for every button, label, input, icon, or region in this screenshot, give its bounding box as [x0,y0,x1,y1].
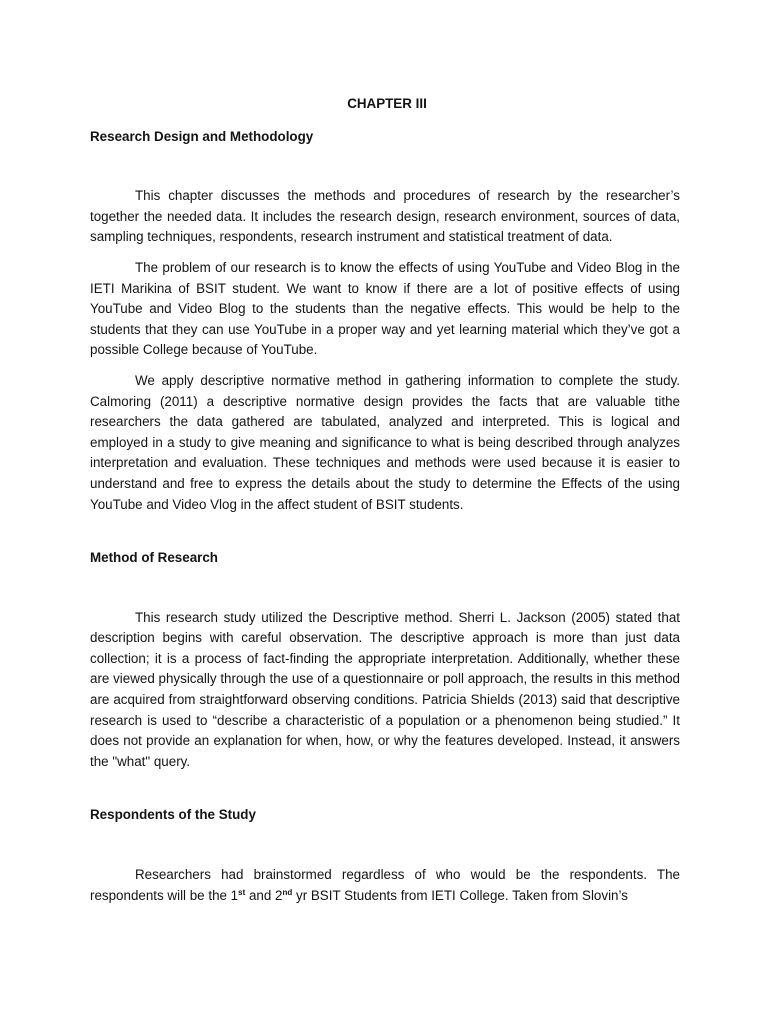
chapter-label: CHAPTER III [347,96,427,111]
document-body [90,94,680,906]
respondents-text-part-2: and 2 [245,887,283,903]
respondents-text-part-1: Researchers had brainstormed regardless of who would be the respondents. The respondents will be the 1 [90,867,680,903]
intro-paragraph-2: The problem of our research is to know the effects of using YouTube and Video Blog in the IETI Marikina of BSIT student. We want to know if there are a lot of positive effects of using YouTube and Video Blog to the students than the negative effects. This would be help to the students that they can use YouTube in a proper way and yet learning material which they’ve got a possible College because of YouTube. [90,259,680,358]
respondents-paragraph [90,865,680,906]
respondents-text-part-3: yr BSIT Students from IETI College. Taken from Slovin’s [292,887,628,903]
section-heading-respondents: Respondents of the Study [90,807,256,823]
ordinal-suffix-st: st [238,887,246,897]
section-title-research-design: Research Design and Methodology [90,128,314,144]
intro-paragraph-1: This chapter discusses the methods and procedures of research by the researcher’s together the needed data. It includes the research design, research environment, sources of data, sampling techniques, respondents, research instrument and statistical treatment of data. [90,188,680,245]
intro-paragraph-3: We apply descriptive normative method in gathering information to complete the study. Calmoring (2011) a descriptive normative design provides the facts that are valuable tithe researchers the data gathered are tabulated, analyzed and interpreted. This is logical and employed in a study to give meaning and significance to what is being described through analyzes interpretation and evaluation. These techniques and methods were used because it is easier to understand and free to express the details about the study to determine the Effects of the using YouTube and Video Vlog in the affect student of BSIT students. [90,372,680,512]
ordinal-suffix-nd: nd [282,887,293,897]
method-paragraph: This research study utilized the Descriptive method. Sherri L. Jackson (2005) stated that description begins with careful observation. The descriptive approach is more than just data collection; it is a process of fact-finding the appropriate interpretation. Additionally, whether these are viewed physically through the use of a questionnaire or poll approach, the results in this method are acquired from straightforward observing conditions. Patricia Shields (2013) said that descriptive research is used to “describe a characteristic of a population or a phenomenon being studied.” It does not provide an explanation for when, how, or why the features developed. Instead, it answers the "what" query. [90,609,680,769]
section-heading-method-of-research: Method of Research [90,550,218,566]
